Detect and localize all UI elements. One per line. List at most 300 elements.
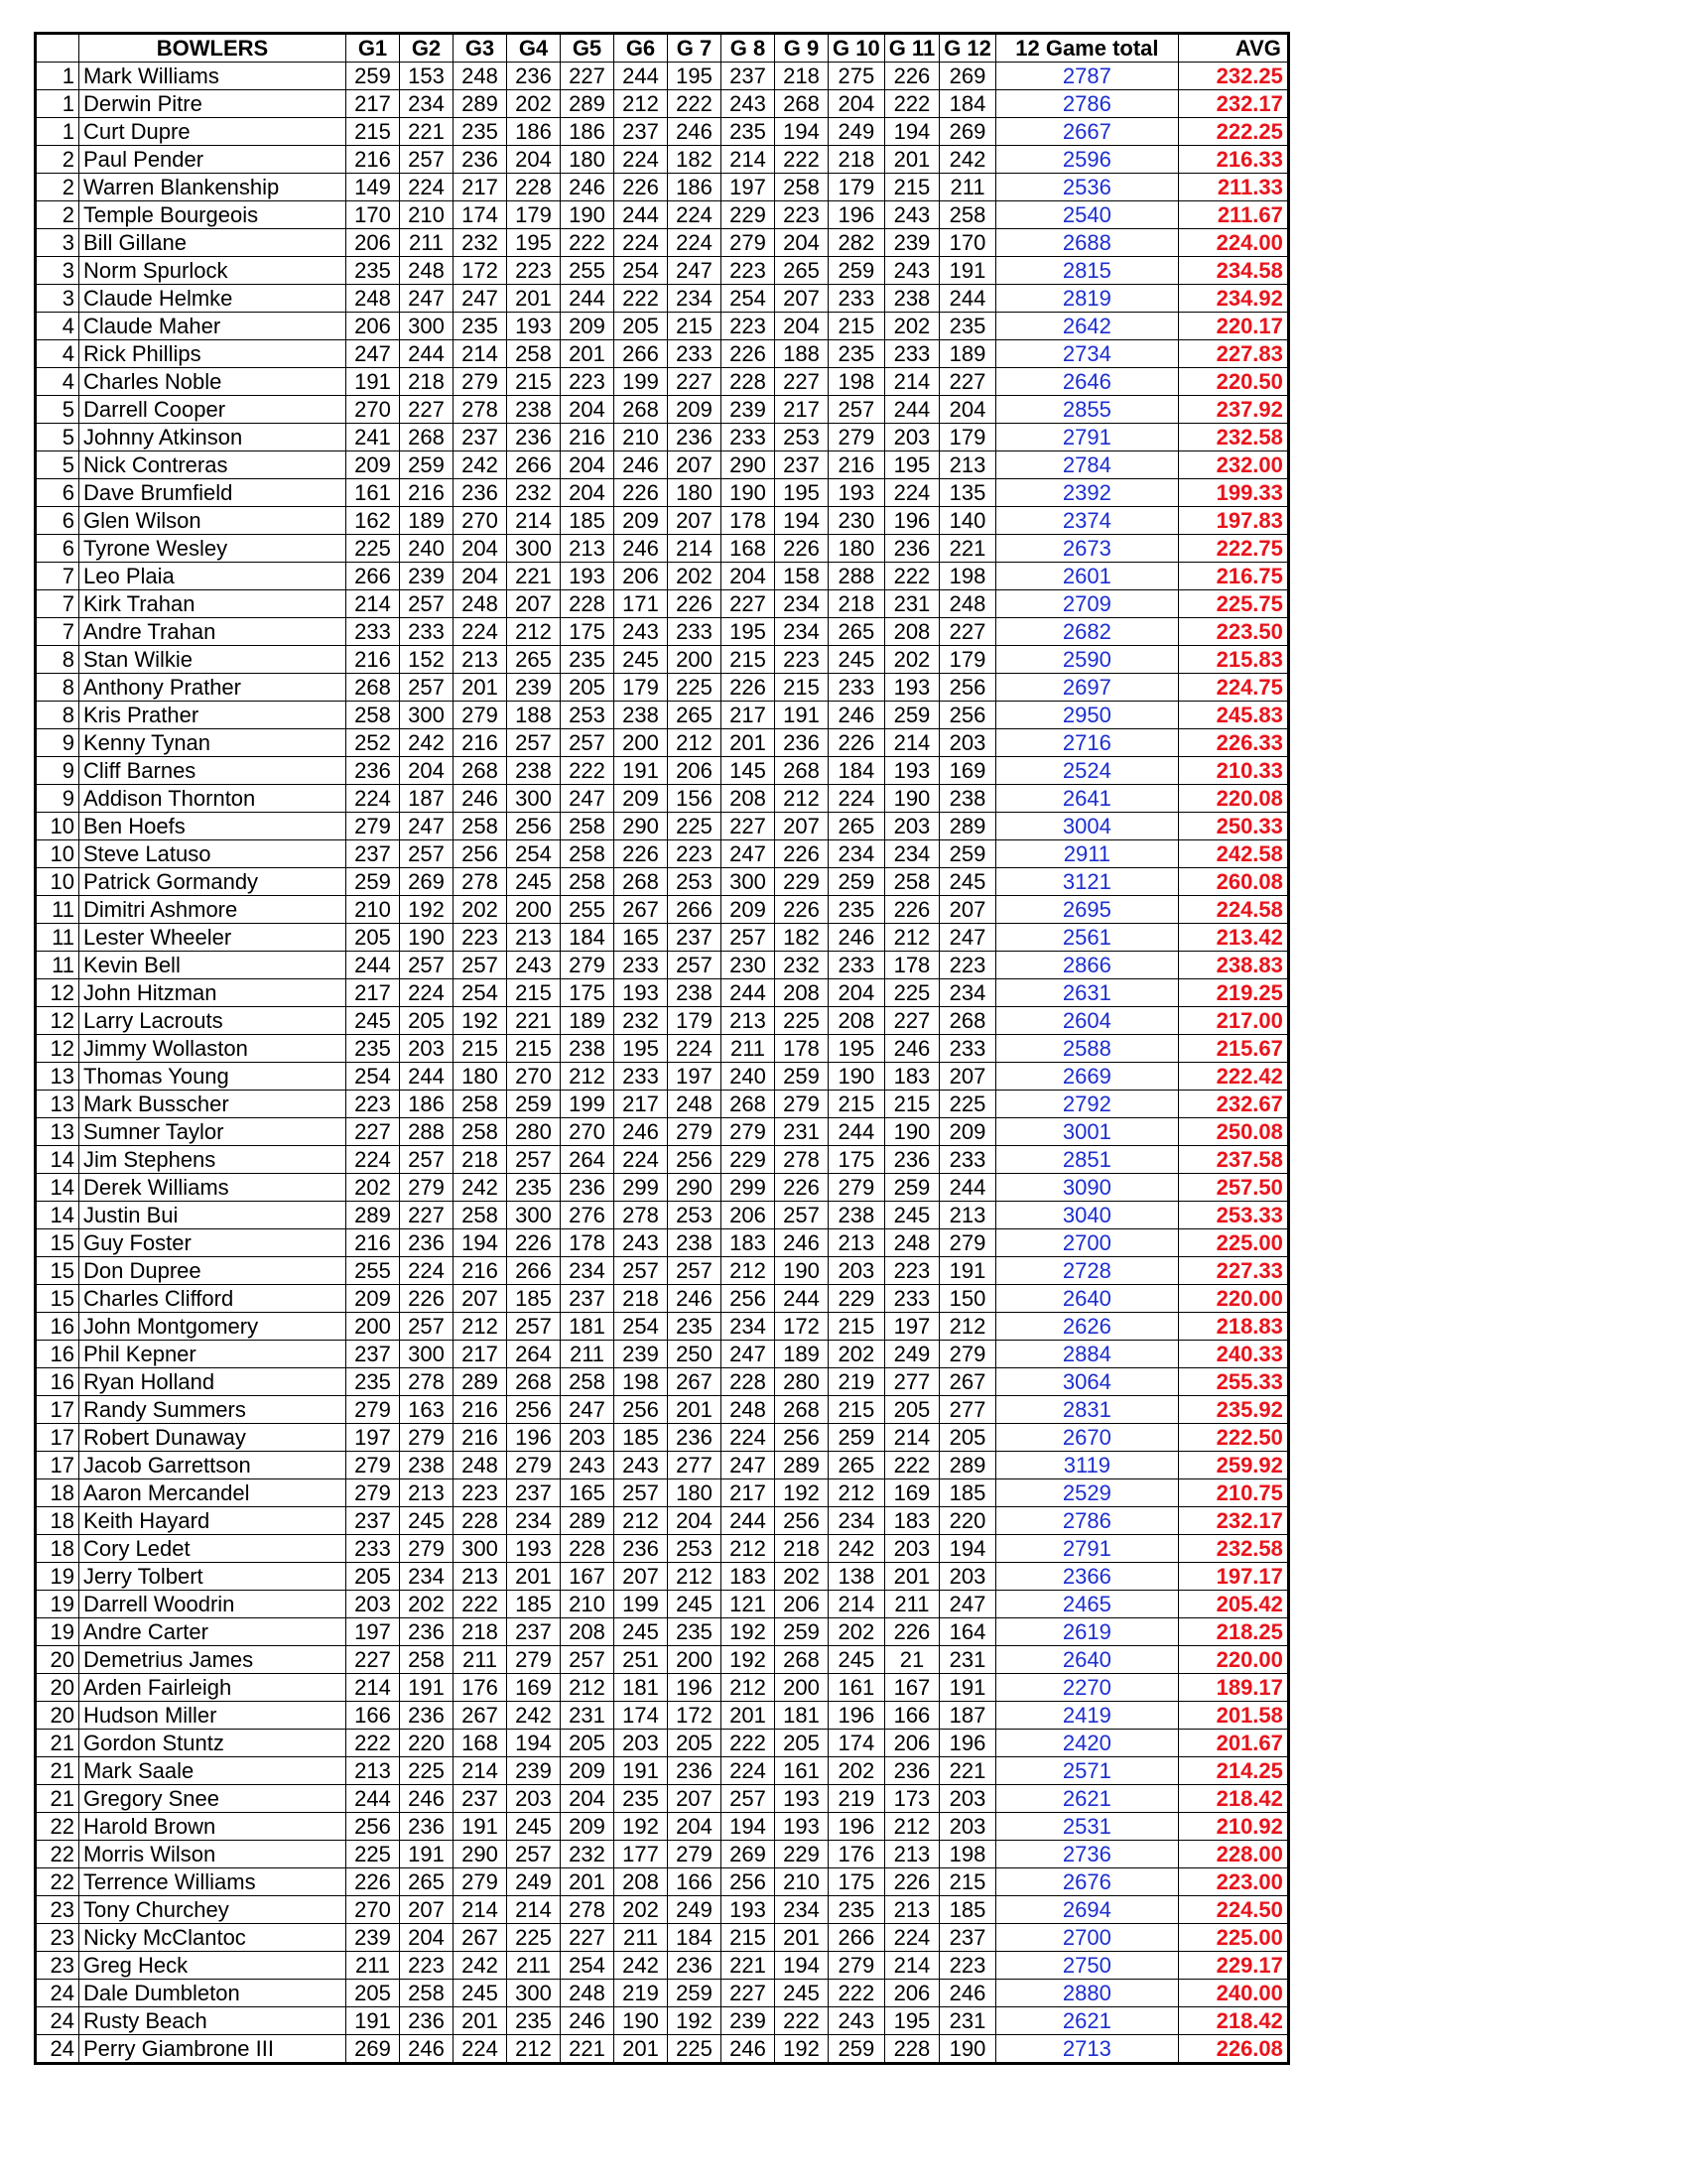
game-score-cell: 206: [346, 313, 400, 340]
game-score-cell: 279: [346, 1396, 400, 1424]
avg-cell: 224.58: [1178, 896, 1288, 924]
game-score-cell: 237: [346, 1507, 400, 1535]
game-score-cell: 212: [884, 924, 939, 952]
game-score-cell: 213: [721, 1007, 775, 1035]
game-score-cell: 150: [940, 1285, 996, 1313]
game-score-cell: 238: [561, 1035, 614, 1063]
game-score-cell: 253: [668, 1535, 721, 1563]
game-score-cell: 200: [668, 1646, 721, 1674]
game-score-cell: 210: [775, 1868, 829, 1896]
game-score-cell: 163: [400, 1396, 454, 1424]
table-row: [36, 979, 1289, 1007]
game-score-cell: 204: [829, 979, 885, 1007]
game-score-cell: 197: [884, 1313, 939, 1341]
game-score-cell: 277: [940, 1396, 996, 1424]
game-score-cell: 265: [507, 646, 561, 674]
game-score-cell: 258: [775, 174, 829, 201]
game-score-cell: 194: [721, 1813, 775, 1841]
game-score-cell: 233: [400, 618, 454, 646]
game-score-cell: 203: [614, 1730, 668, 1757]
game-score-cell: 192: [668, 2007, 721, 2035]
game-score-cell: 191: [614, 1757, 668, 1785]
avg-cell: 220.00: [1178, 1285, 1288, 1313]
game-score-cell: 201: [507, 1563, 561, 1591]
table-row: [36, 1618, 1289, 1646]
game-score-cell: 179: [507, 201, 561, 229]
game-score-cell: 201: [884, 1563, 939, 1591]
game-score-cell: 257: [668, 952, 721, 979]
game-score-cell: 243: [829, 2007, 885, 2035]
game-score-cell: 175: [829, 1868, 885, 1896]
total-cell: 2419: [995, 1702, 1178, 1730]
game-score-cell: 251: [614, 1646, 668, 1674]
game-score-cell: 169: [507, 1674, 561, 1702]
game-score-cell: 300: [507, 1980, 561, 2007]
total-cell: 2420: [995, 1730, 1178, 1757]
game-score-cell: 193: [829, 479, 885, 507]
game-score-cell: 190: [940, 2035, 996, 2064]
game-score-cell: 200: [346, 1313, 400, 1341]
bowler-name-cell: Hudson Miller: [79, 1702, 346, 1730]
game-score-cell: 228: [507, 174, 561, 201]
game-score-cell: 153: [400, 63, 454, 90]
bowler-name-cell: Dave Brumfield: [79, 479, 346, 507]
game-score-cell: 258: [400, 1646, 454, 1674]
game-score-cell: 161: [775, 1757, 829, 1785]
game-score-cell: 266: [346, 563, 400, 590]
total-cell: 2700: [995, 1229, 1178, 1257]
game-score-cell: 203: [507, 1785, 561, 1813]
game-score-cell: 265: [829, 1452, 885, 1479]
game-score-cell: 170: [346, 201, 400, 229]
game-score-cell: 212: [721, 1257, 775, 1285]
game-score-cell: 209: [721, 896, 775, 924]
total-cell: 2631: [995, 979, 1178, 1007]
game-score-cell: 198: [940, 563, 996, 590]
game-score-cell: 244: [614, 201, 668, 229]
table-row: [36, 146, 1289, 174]
game-score-cell: 299: [721, 1174, 775, 1202]
avg-cell: 237.58: [1178, 1146, 1288, 1174]
game-score-cell: 211: [346, 1952, 400, 1980]
rank-cell: 18: [36, 1479, 79, 1507]
rank-cell: 3: [36, 229, 79, 257]
game-score-cell: 201: [614, 2035, 668, 2064]
table-row: [36, 507, 1289, 535]
game-score-cell: 256: [507, 813, 561, 840]
bowler-name-cell: John Montgomery: [79, 1313, 346, 1341]
game-score-cell: 239: [614, 1341, 668, 1368]
bowler-name-cell: Keith Hayard: [79, 1507, 346, 1535]
game-score-cell: 215: [507, 979, 561, 1007]
bowler-name-cell: Larry Lacrouts: [79, 1007, 346, 1035]
game-score-cell: 236: [400, 1813, 454, 1841]
game-score-cell: 248: [721, 1396, 775, 1424]
total-cell: 2728: [995, 1257, 1178, 1285]
rank-cell: 15: [36, 1229, 79, 1257]
total-cell: 2640: [995, 1646, 1178, 1674]
game-score-cell: 227: [721, 1980, 775, 2007]
game-score-cell: 202: [829, 1618, 885, 1646]
total-header: 12 Game total: [995, 34, 1178, 63]
game-score-cell: 212: [884, 1813, 939, 1841]
avg-cell: 228.00: [1178, 1841, 1288, 1868]
game-score-cell: 227: [721, 813, 775, 840]
game-score-cell: 207: [775, 813, 829, 840]
game-score-cell: 239: [507, 674, 561, 702]
avg-cell: 250.08: [1178, 1118, 1288, 1146]
avg-cell: 220.17: [1178, 313, 1288, 340]
game-score-cell: 210: [614, 424, 668, 451]
game-score-cell: 212: [561, 1674, 614, 1702]
game-score-cell: 259: [775, 1063, 829, 1091]
game-score-cell: 194: [507, 1730, 561, 1757]
bowler-name-cell: Mark Saale: [79, 1757, 346, 1785]
game-score-cell: 207: [940, 896, 996, 924]
avg-cell: 210.75: [1178, 1479, 1288, 1507]
game-score-cell: 215: [884, 174, 939, 201]
game-score-cell: 254: [614, 1313, 668, 1341]
rank-cell: 4: [36, 313, 79, 340]
game-score-cell: 221: [507, 563, 561, 590]
game-score-cell: 247: [940, 924, 996, 952]
game-score-cell: 234: [829, 1507, 885, 1535]
game-score-cell: 266: [507, 1257, 561, 1285]
total-cell: 2588: [995, 1035, 1178, 1063]
rank-cell: 6: [36, 507, 79, 535]
game-score-cell: 236: [400, 2007, 454, 2035]
game-score-cell: 203: [884, 1535, 939, 1563]
game-score-cell: 215: [346, 118, 400, 146]
game-score-cell: 194: [454, 1229, 507, 1257]
bowler-name-cell: Jimmy Wollaston: [79, 1035, 346, 1063]
game-score-cell: 300: [507, 535, 561, 563]
total-cell: 2791: [995, 1535, 1178, 1563]
bowler-name-cell: Lester Wheeler: [79, 924, 346, 952]
table-row: [36, 1063, 1289, 1091]
game-score-cell: 269: [940, 63, 996, 90]
total-cell: 2700: [995, 1924, 1178, 1952]
game-score-cell: 215: [829, 313, 885, 340]
game-score-cell: 300: [400, 313, 454, 340]
game-score-cell: 224: [614, 1146, 668, 1174]
table-row: [36, 1118, 1289, 1146]
rank-cell: 5: [36, 451, 79, 479]
game-score-cell: 192: [614, 1813, 668, 1841]
rank-cell: 1: [36, 90, 79, 118]
game-score-cell: 258: [454, 1202, 507, 1229]
game-score-cell: 191: [400, 1674, 454, 1702]
game-score-cell: 279: [454, 702, 507, 729]
game-score-cell: 269: [400, 868, 454, 896]
game-score-cell: 194: [775, 1952, 829, 1980]
game-score-cell: 226: [884, 896, 939, 924]
total-cell: 2695: [995, 896, 1178, 924]
rank-cell: 10: [36, 840, 79, 868]
game-score-cell: 230: [721, 952, 775, 979]
game-score-cell: 237: [454, 1785, 507, 1813]
game-score-cell: 185: [614, 1424, 668, 1452]
game-score-cell: 213: [884, 1841, 939, 1868]
game-score-cell: 223: [400, 1952, 454, 1980]
game-score-cell: 219: [614, 1980, 668, 2007]
game-score-cell: 246: [721, 2035, 775, 2064]
game-score-cell: 256: [940, 702, 996, 729]
game-score-cell: 257: [400, 1313, 454, 1341]
avg-cell: 219.25: [1178, 979, 1288, 1007]
game-score-cell: 211: [507, 1952, 561, 1980]
game-score-cell: 207: [668, 451, 721, 479]
game-score-cell: 256: [614, 1396, 668, 1424]
game-score-cell: 208: [829, 1007, 885, 1035]
game-score-cell: 258: [561, 1368, 614, 1396]
game-score-cell: 300: [507, 785, 561, 813]
game-score-cell: 256: [668, 1146, 721, 1174]
game-score-cell: 196: [668, 1674, 721, 1702]
game-header: G4: [507, 34, 561, 63]
game-score-cell: 212: [940, 1313, 996, 1341]
game-score-cell: 240: [721, 1063, 775, 1091]
game-score-cell: 236: [400, 1229, 454, 1257]
game-score-cell: 222: [775, 146, 829, 174]
game-score-cell: 238: [668, 1229, 721, 1257]
rank-cell: 8: [36, 702, 79, 729]
game-score-cell: 238: [668, 979, 721, 1007]
game-score-cell: 175: [561, 979, 614, 1007]
game-score-cell: 248: [940, 590, 996, 618]
game-score-cell: 231: [940, 1646, 996, 1674]
total-cell: 2851: [995, 1146, 1178, 1174]
game-score-cell: 222: [775, 2007, 829, 2035]
total-cell: 2884: [995, 1341, 1178, 1368]
bowler-name-cell: Anthony Prather: [79, 674, 346, 702]
table-row: [36, 229, 1289, 257]
avg-cell: 224.00: [1178, 229, 1288, 257]
game-score-cell: 243: [884, 257, 939, 285]
total-cell: 2709: [995, 590, 1178, 618]
bowler-name-cell: Kenny Tynan: [79, 729, 346, 757]
rank-cell: 18: [36, 1535, 79, 1563]
game-score-cell: 195: [884, 451, 939, 479]
game-score-cell: 166: [346, 1702, 400, 1730]
game-score-cell: 300: [400, 1341, 454, 1368]
total-cell: 2786: [995, 1507, 1178, 1535]
game-header: G 7: [668, 34, 721, 63]
game-score-cell: 212: [775, 785, 829, 813]
avg-cell: 189.17: [1178, 1674, 1288, 1702]
game-score-cell: 184: [829, 757, 885, 785]
game-score-cell: 226: [884, 1868, 939, 1896]
game-score-cell: 279: [400, 1535, 454, 1563]
game-score-cell: 224: [721, 1757, 775, 1785]
game-score-cell: 244: [400, 340, 454, 368]
game-score-cell: 231: [940, 2007, 996, 2035]
avg-cell: 220.00: [1178, 1646, 1288, 1674]
game-score-cell: 246: [561, 2007, 614, 2035]
game-score-cell: 203: [884, 424, 939, 451]
game-score-cell: 193: [775, 1785, 829, 1813]
table-row: [36, 1563, 1289, 1591]
game-score-cell: 205: [400, 1007, 454, 1035]
game-score-cell: 168: [721, 535, 775, 563]
table-row: [36, 1007, 1289, 1035]
avg-cell: 215.83: [1178, 646, 1288, 674]
avg-cell: 232.17: [1178, 90, 1288, 118]
game-score-cell: 184: [668, 1924, 721, 1952]
game-score-cell: 202: [884, 646, 939, 674]
game-score-cell: 184: [940, 90, 996, 118]
game-score-cell: 253: [668, 868, 721, 896]
game-score-cell: 238: [940, 785, 996, 813]
game-score-cell: 191: [940, 1674, 996, 1702]
game-score-cell: 289: [940, 813, 996, 840]
table-row: [36, 201, 1289, 229]
game-score-cell: 279: [346, 813, 400, 840]
table-row: [36, 1757, 1289, 1785]
game-score-cell: 231: [561, 1702, 614, 1730]
game-score-cell: 246: [884, 1035, 939, 1063]
game-score-cell: 257: [400, 674, 454, 702]
game-score-cell: 194: [775, 118, 829, 146]
avg-cell: 227.33: [1178, 1257, 1288, 1285]
game-score-cell: 205: [775, 1730, 829, 1757]
game-score-cell: 270: [561, 1118, 614, 1146]
rank-cell: 13: [36, 1118, 79, 1146]
bowler-name-cell: Gregory Snee: [79, 1785, 346, 1813]
game-score-cell: 245: [668, 1591, 721, 1618]
game-score-cell: 236: [775, 729, 829, 757]
bowler-name-cell: Arden Fairleigh: [79, 1674, 346, 1702]
game-score-cell: 268: [775, 1646, 829, 1674]
game-score-cell: 223: [507, 257, 561, 285]
rank-cell: 22: [36, 1868, 79, 1896]
table-row: [36, 1452, 1289, 1479]
bowler-name-cell: Jacob Garrettson: [79, 1452, 346, 1479]
avg-cell: 240.00: [1178, 1980, 1288, 2007]
avg-cell: 240.33: [1178, 1341, 1288, 1368]
game-score-cell: 234: [721, 1313, 775, 1341]
table-row: [36, 840, 1289, 868]
table-row: [36, 535, 1289, 563]
game-score-cell: 300: [507, 1202, 561, 1229]
game-score-cell: 244: [721, 1507, 775, 1535]
game-score-cell: 246: [668, 1285, 721, 1313]
game-score-cell: 238: [400, 1452, 454, 1479]
game-score-cell: 264: [507, 1341, 561, 1368]
total-cell: 2366: [995, 1563, 1178, 1591]
game-score-cell: 224: [829, 785, 885, 813]
game-score-cell: 259: [507, 1091, 561, 1118]
table-row: [36, 1479, 1289, 1507]
game-score-cell: 233: [346, 1535, 400, 1563]
rank-cell: 3: [36, 257, 79, 285]
table-row: [36, 479, 1289, 507]
game-score-cell: 195: [775, 479, 829, 507]
avg-cell: 226.08: [1178, 2035, 1288, 2064]
game-score-cell: 221: [940, 535, 996, 563]
game-score-cell: 224: [884, 1924, 939, 1952]
game-score-cell: 234: [507, 1507, 561, 1535]
game-score-cell: 268: [346, 674, 400, 702]
avg-cell: 223.50: [1178, 618, 1288, 646]
game-score-cell: 166: [884, 1702, 939, 1730]
game-score-cell: 206: [614, 563, 668, 590]
game-score-cell: 279: [400, 1424, 454, 1452]
table-row: [36, 118, 1289, 146]
bowler-name-cell: Kevin Bell: [79, 952, 346, 979]
game-score-cell: 245: [614, 646, 668, 674]
table-row: [36, 2007, 1289, 2035]
game-score-cell: 192: [775, 2035, 829, 2064]
game-score-cell: 198: [829, 368, 885, 396]
game-score-cell: 248: [454, 1452, 507, 1479]
game-score-cell: 203: [400, 1035, 454, 1063]
game-score-cell: 211: [454, 1646, 507, 1674]
game-score-cell: 226: [346, 1868, 400, 1896]
game-score-cell: 235: [507, 2007, 561, 2035]
game-score-cell: 255: [561, 257, 614, 285]
game-score-cell: 217: [454, 174, 507, 201]
total-cell: 2590: [995, 646, 1178, 674]
table-row: [36, 1785, 1289, 1813]
game-score-cell: 246: [614, 535, 668, 563]
game-score-cell: 290: [454, 1841, 507, 1868]
avg-cell: 232.67: [1178, 1091, 1288, 1118]
game-score-cell: 236: [668, 1952, 721, 1980]
game-score-cell: 289: [346, 1202, 400, 1229]
avg-cell: 224.75: [1178, 674, 1288, 702]
game-score-cell: 216: [454, 1424, 507, 1452]
game-score-cell: 234: [400, 1563, 454, 1591]
game-score-cell: 196: [940, 1730, 996, 1757]
game-header: G 10: [829, 34, 885, 63]
game-score-cell: 204: [561, 1785, 614, 1813]
game-score-cell: 235: [346, 1368, 400, 1396]
rank-cell: 13: [36, 1091, 79, 1118]
rank-cell: 21: [36, 1730, 79, 1757]
game-score-cell: 277: [668, 1452, 721, 1479]
game-score-cell: 259: [346, 63, 400, 90]
game-score-cell: 227: [400, 1202, 454, 1229]
game-score-cell: 226: [884, 63, 939, 90]
game-score-cell: 175: [561, 618, 614, 646]
game-score-cell: 214: [507, 1896, 561, 1924]
total-cell: 2880: [995, 1980, 1178, 2007]
rank-cell: 2: [36, 201, 79, 229]
avg-cell: 222.42: [1178, 1063, 1288, 1091]
game-score-cell: 209: [561, 313, 614, 340]
game-score-cell: 235: [454, 118, 507, 146]
game-score-cell: 197: [668, 1063, 721, 1091]
game-score-cell: 193: [614, 979, 668, 1007]
game-score-cell: 267: [614, 896, 668, 924]
game-score-cell: 213: [454, 646, 507, 674]
table-row: [36, 1174, 1289, 1202]
rank-cell: 19: [36, 1618, 79, 1646]
game-score-cell: 218: [614, 1285, 668, 1313]
game-score-cell: 234: [775, 590, 829, 618]
game-score-cell: 201: [721, 1702, 775, 1730]
game-score-cell: 242: [454, 451, 507, 479]
avg-cell: 222.75: [1178, 535, 1288, 563]
total-cell: 2270: [995, 1674, 1178, 1702]
game-score-cell: 204: [775, 313, 829, 340]
game-score-cell: 217: [614, 1091, 668, 1118]
game-score-cell: 231: [775, 1118, 829, 1146]
table-row: [36, 1035, 1289, 1063]
game-score-cell: 241: [346, 424, 400, 451]
game-score-cell: 252: [346, 729, 400, 757]
